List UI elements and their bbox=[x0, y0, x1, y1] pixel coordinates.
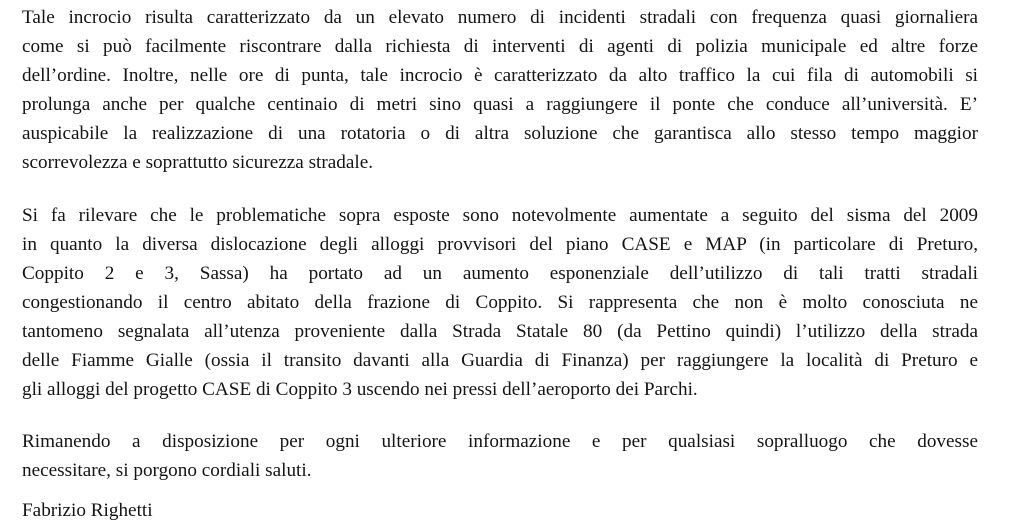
paragraph-line: necessitare, si porgono cordiali saluti. bbox=[22, 460, 312, 481]
paragraph-line: gli alloggi del progetto CASE di Coppito 3 uscendo nei pressi dell’aeroporto dei Parchi. bbox=[22, 379, 698, 400]
paragraph-line: Si fa rilevare che le problematiche sopra esposte sono notevolmente aumentate a seguito del sisma del 2009 bbox=[22, 205, 978, 226]
paragraph-line: come si può facilmente riscontrare dalla richiesta di interventi di agenti di polizia municipale ed altre forze bbox=[22, 36, 978, 57]
paragraph-1 bbox=[22, 3, 978, 177]
paragraph-line: delle Fiamme Gialle (ossia il transito davanti alla Guardia di Finanza) per raggiungere la località di Preturo e bbox=[22, 350, 978, 371]
paragraph-2 bbox=[22, 201, 978, 404]
paragraph-line: Tale incrocio risulta caratterizzato da un elevato numero di incidenti stradali con frequenza quasi giornaliera bbox=[22, 7, 978, 28]
paragraph-line: scorrevolezza e soprattutto sicurezza stradale. bbox=[22, 152, 374, 173]
paragraph-line: Rimanendo a disposizione per ogni ulteriore informazione e per qualsiasi sopralluogo che dovesse bbox=[22, 431, 978, 452]
paragraph-line: Coppito 2 e 3, Sassa) ha portato ad un aumento esponenziale dell’utilizzo di tali tratti stradali bbox=[22, 263, 978, 284]
paragraph-line: congestionando il centro abitato della frazione di Coppito. Si rappresenta che non è molto conosciuta ne bbox=[22, 292, 978, 313]
paragraph-3 bbox=[22, 427, 978, 485]
paragraph-line: in quanto la diversa dislocazione degli alloggi provvisori del piano CASE e MAP (in particolare di Preturo, bbox=[22, 234, 978, 255]
signature bbox=[22, 496, 978, 521]
paragraph-line: dell’ordine. Inoltre, nelle ore di punta, tale incrocio è caratterizzato da alto traffico la cui fila di automobili si bbox=[22, 65, 978, 86]
signature-name: Fabrizio Righetti bbox=[22, 500, 153, 521]
paragraph-line: prolunga anche per qualche centinaio di metri sino quasi a raggiungere il ponte che conduce all’università. E’ bbox=[22, 94, 978, 115]
paragraph-line: auspicabile la realizzazione di una rotatoria o di altra soluzione che garantisca allo stesso tempo maggior bbox=[22, 123, 978, 144]
paragraph-line: tantomeno segnalata all’utenza proveniente dalla Strada Statale 80 (da Pettino quindi) l’utilizzo della strada bbox=[22, 321, 978, 342]
